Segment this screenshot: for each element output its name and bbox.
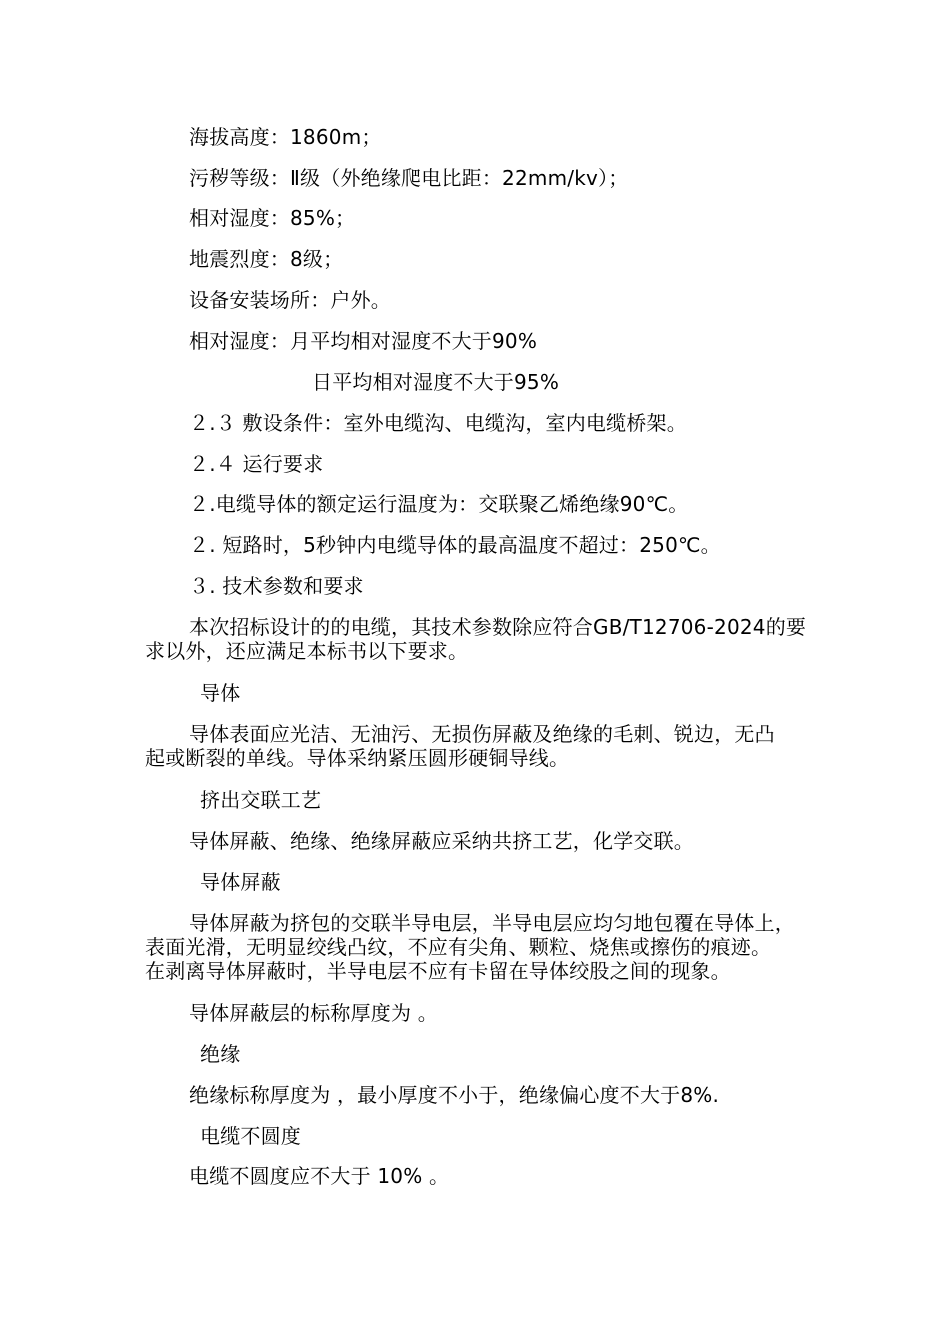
intro-paragraph — [145, 615, 806, 663]
intro-line-1: 本次招标设计的的电缆，其技术参数除应符合GB/T12706-2024的要 — [189, 615, 807, 639]
conductor-screen-paragraph — [145, 911, 795, 983]
section-2-3: ２.３ 敷设条件：室外电缆沟、电缆沟，室内电缆桥架。 — [189, 411, 687, 435]
section-2-4: ２.４ 运行要求 — [189, 452, 324, 476]
roundness-body: 电缆不圆度应不大于 10% 。 — [189, 1164, 450, 1188]
short-circuit-line: ２. 短路时，5秒钟内电缆导体的最高温度不超过：250℃。 — [189, 533, 721, 557]
operating-temp-line: ２.电缆导体的额定运行温度为：交联聚乙烯绝缘90℃。 — [189, 492, 689, 516]
extrusion-body: 导体屏蔽、绝缘、绝缘屏蔽应采纳共挤工艺，化学交联。 — [189, 829, 694, 853]
conductor-paragraph — [145, 722, 775, 770]
site-line: 设备安装场所：户外。 — [189, 288, 391, 312]
seismic-line: 地震烈度：8级； — [189, 247, 344, 271]
intro-line-2: 求以外，还应满足本标书以下要求。 — [145, 639, 469, 663]
pollution-line: 污秽等级：Ⅱ级（外绝缘爬电比距：22mm/kv）； — [189, 166, 629, 190]
humidity-monthly-line: 相对湿度：月平均相对湿度不大于90% — [189, 329, 538, 353]
conductor-screen-heading: 导体屏蔽 — [200, 870, 281, 894]
conductor-screen-line-3: 在剥离导体屏蔽时，半导电层不应有卡留在导体绞股之间的现象。 — [145, 959, 731, 983]
altitude-line: 海拔高度：1860m； — [189, 125, 382, 149]
roundness-heading: 电缆不圆度 — [200, 1124, 301, 1148]
humidity-line: 相对湿度：85%； — [189, 206, 356, 230]
insulation-body: 绝缘标称厚度为 ，最小厚度不小于，绝缘偏心度不大于8%. — [189, 1083, 720, 1107]
humidity-daily-line: 日平均相对湿度不大于95% — [312, 370, 560, 394]
conductor-line-2: 起或断裂的单线。导体采纳紧压圆形硬铜导线。 — [145, 746, 570, 770]
conductor-screen-line-1: 导体屏蔽为挤包的交联半导电层，半导电层应均匀地包覆在导体上， — [189, 911, 795, 935]
section-3-heading: ３. 技术参数和要求 — [189, 574, 364, 598]
conductor-screen-line-2: 表面光滑，无明显绞线凸纹，不应有尖角、颗粒、烧焦或擦伤的痕迹。 — [145, 935, 772, 959]
conductor-line-1: 导体表面应光洁、无油污、无损伤屏蔽及绝缘的毛刺、锐边，无凸 — [189, 722, 775, 746]
extrusion-heading: 挤出交联工艺 — [200, 788, 322, 812]
insulation-heading: 绝缘 — [200, 1042, 241, 1066]
conductor-screen-thickness: 导体屏蔽层的标称厚度为 。 — [189, 1001, 438, 1025]
conductor-heading: 导体 — [200, 681, 241, 705]
